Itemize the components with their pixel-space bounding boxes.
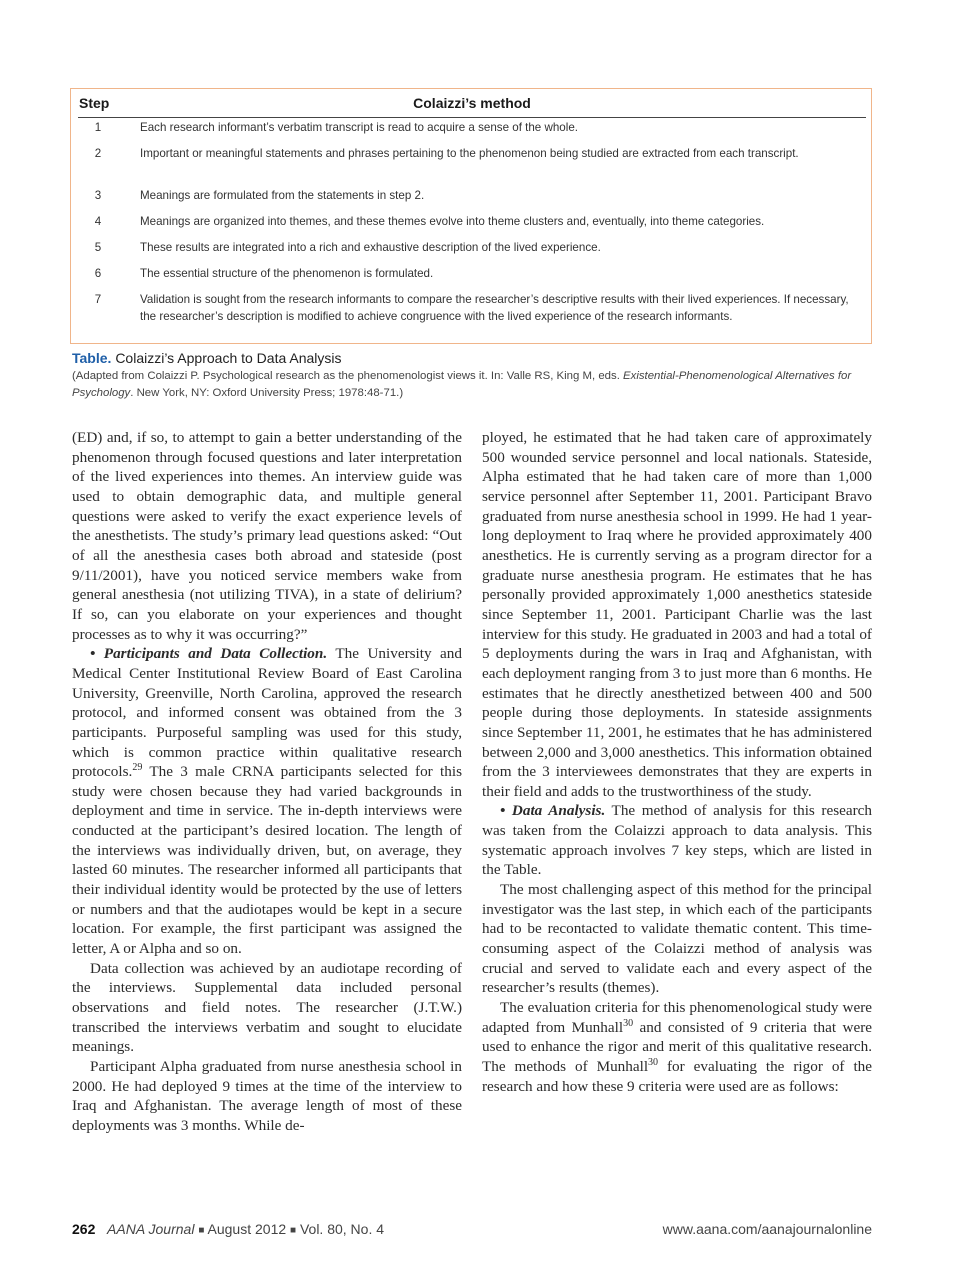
paragraph — [482, 801, 872, 880]
table-caption — [72, 349, 872, 401]
separator-icon: ■ — [290, 1225, 297, 1236]
step-number: 1 — [94, 121, 102, 134]
step-text: Validation is sought from the research informants to compare the researcher’s descriptive results with their lived experiences. If necessary, the researcher’s description is modified to achieve congruence with the lived experience of the research informants. — [140, 293, 849, 323]
caption-label: Table. — [72, 350, 112, 366]
caption-source-book: Existential-Phenomenological Alternatives for Psychology — [72, 370, 852, 399]
caption-title: Colaizzi’s Approach to Data Analysis — [115, 350, 342, 366]
step-text: Important or meaningful statements and phrases pertaining to the phenomenon being studied are extracted from each transcript. — [140, 147, 799, 160]
paragraph: (ED) and, if so, to attempt to gain a better understanding of the phenomenon through focused questions and later interpretation of the lived experiences into themes. An interview guide was used to obtain demographic data, and multiple general questions were asked to verify the exact experience levels of the anesthetists. The study’s primary lead questions asked: “Out of all the anesthesia cases both abroad and stateside (post 9/11/2001), have you noticed service members wake from general anesthesia (not utilizing TIVA), in a state of delirium? If so, can you elaborate on your experiences and thought processes as to why it was occurring?” — [72, 429, 462, 643]
step-number: 5 — [94, 241, 102, 254]
step-text: Each research informant’s verbatim transcript is read to acquire a sense of the whole. — [140, 121, 578, 134]
body-column-right — [482, 428, 872, 1096]
paragraph: Participant Alpha graduated from nurse anesthesia school in 2000. He had deployed 9 times at the time of the interview to Iraq and Afghanistan. The average length of most of these deployments was 3 months. While de- — [72, 1058, 462, 1134]
paragraph-text: The 3 male CRNA participants selected for this study were chosen because they had varied backgrounds in deployment and time in service. The in-depth interviews were conducted at the participant’s desired location. The length of the interviews was individually driven, but, on average, they lasted 60 minutes. The researcher informed all participants that their individual identity would be protected by the use of letters or numbers and that the audiotapes would be kept in a secure location. For example, the first participant was assigned the letter, A or Alpha and so on. — [72, 763, 462, 958]
page-footer — [72, 1221, 872, 1243]
paragraph-text: The University and Medical Center Institutional Review Board of East Carolina University, Greenville, North Carolina, approved the research protocol, and informed consent was obtained from the 3 participants. Purposeful sampling was used for this study, which is common practice within qualitative research protocols. — [72, 645, 462, 781]
reference-marker: 30 — [623, 1017, 634, 1029]
paragraph — [482, 998, 872, 1096]
reference-marker: 29 — [132, 762, 143, 774]
body-column-left — [72, 428, 462, 1136]
colaizzi-table — [70, 88, 872, 344]
paragraph-text: and consisted of 9 criteria that were used to enhance the rigor and merit of this qualitative research. The methods of Munhall — [482, 1018, 872, 1075]
section-lead-data-analysis: • Data Analysis. — [500, 802, 606, 820]
step-text: The essential structure of the phenomenon is formulated. — [140, 267, 434, 280]
paragraph: Data collection was achieved by an audiotape recording of the interviews. Supplemental data included personal observations and field notes. The researcher (J.T.W.) transcribed the interviews verbatim and sought to elucidate meanings. — [72, 959, 462, 1056]
caption-source-post: . New York, NY: Oxford University Press; 1978:48-71.) — [130, 386, 404, 399]
caption-source — [72, 368, 872, 401]
paragraph: ployed, he estimated that he had taken care of approximately 500 wounded service personnel and local nationals. Stateside, Alpha estimated that he had taken care of more than 1,000 service personnel after September 11, 2001. Participant Bravo graduated from nurse anesthesia school in 1999. He had 1 year-long deployment to Iraq where he provided approximately 400 anesthetics. He is currently serving as a program director for a graduate nurse anesthesia program. He estimates that he has personally provided approximately 1,000 anesthetics stateside since September 11, 2001. Participant Charlie was the last interview for this study. He graduated in 2003 and had a total of 5 deployments during the wars in Iraq and Afghanistan, with each deployment ranging from 3 to just more than 6 months. He estimates that he directly anesthetized between 400 and 500 people during those deployments. In stateside assignments since September 11, 2001, he estimates that he has administered between 2,000 and 3,000 anesthetics. This information obtained from the 3 interviewees demonstrates that they are experts in their field and adds to the trustworthiness of the study. — [482, 429, 872, 800]
paragraph-text: for evaluating the rigor of the research and how these 9 criteria were used are as follows: — [482, 1058, 872, 1095]
journal-name: AANA Journal — [107, 1221, 195, 1237]
caption-title-line — [72, 349, 872, 367]
table-header — [78, 95, 866, 118]
journal-url[interactable]: www.aana.com/aanajournalonline — [662, 1221, 872, 1237]
paragraph — [72, 644, 462, 959]
separator-icon: ■ — [198, 1225, 205, 1236]
step-number: 3 — [94, 189, 102, 202]
footer-citation — [72, 1221, 384, 1237]
step-text: Meanings are organized into themes, and these themes evolve into theme clusters and, eventually, into theme categories. — [140, 215, 765, 228]
volume-issue: Vol. 80, No. 4 — [299, 1221, 385, 1237]
issue-date: August 2012 — [207, 1221, 287, 1237]
paragraph: The most challenging aspect of this method for the principal investigator was the last step, in which each of the participants had to be recontacted to validate thematic content. This time-consuming aspect of the Colaizzi method of analysis was crucial and served to validate each and every aspect of the researcher’s results (themes). — [482, 881, 872, 997]
header-step: Step — [79, 95, 110, 111]
step-number: 4 — [94, 215, 102, 228]
section-lead-participants: • Participants and Data Collection. — [90, 645, 328, 663]
page-number: 262 — [72, 1221, 96, 1237]
step-text: Meanings are formulated from the statements in step 2. — [140, 189, 425, 202]
paragraph-text: The evaluation criteria for this phenomenological study were adapted from Munhall — [482, 999, 872, 1036]
step-number: 6 — [94, 267, 102, 280]
reference-marker: 30 — [648, 1056, 659, 1068]
step-text: These results are integrated into a rich and exhaustive description of the lived experience. — [140, 241, 601, 254]
step-number: 7 — [94, 293, 102, 306]
header-method: Colaizzi’s method — [413, 95, 531, 111]
step-number: 2 — [94, 147, 102, 160]
paragraph-text: The method of analysis for this research was taken from the Colaizzi approach to data analysis. This systematic approach involves 7 key steps, which are listed in the Table. — [482, 802, 872, 879]
caption-source-pre: (Adapted from Colaizzi P. Psychological research as the phenomenologist views it. In: Valle RS, King M, eds. — [72, 370, 624, 382]
